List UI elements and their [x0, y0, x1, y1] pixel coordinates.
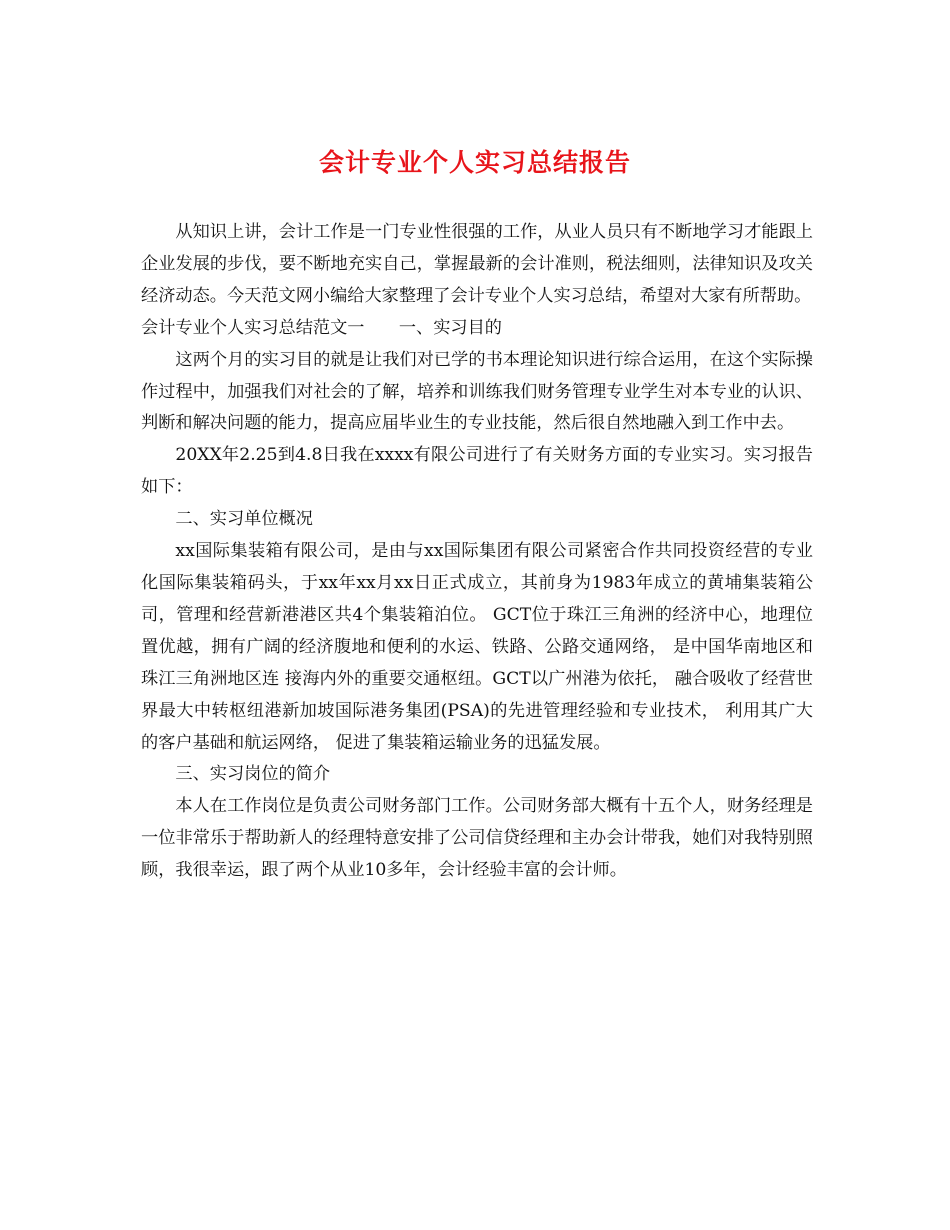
document-body — [141, 217, 813, 887]
section-heading-position: 三、实习岗位的简介 — [175, 764, 331, 785]
position-paragraph: 本人在工作岗位是负责公司财务部门工作。公司财务部大概有十五个人，财务经理是一位非常乐于帮助新人的经理特意安排了公司信贷经理和主办会计带我，她们对我特别照顾，我很幸运，跟了两个从业10多年，会计经验丰富的会计师。 — [141, 796, 813, 881]
document-title: 会计专业个人实习总结报告 — [318, 148, 631, 177]
intro-paragraph: 从知识上讲，会计工作是一门专业性很强的工作，从业人员只有不断地学习才能跟上企业发展的步伐，要不断地充实自己，掌握最新的会计准则，税法细则，法律知识及攻关经济动态。今天范文网小编给大家整理了会计专业个人实习总结，希望对大家有所帮助。 — [141, 222, 813, 306]
section-heading-sample-one: 会计专业个人实习总结范文一 一、实习目的 — [141, 317, 502, 338]
section-heading-company: 二、实习单位概况 — [175, 509, 313, 530]
company-paragraph: xx国际集装箱有限公司，是由与xx国际集团有限公司紧密合作共同投资经营的专业化国际集装箱码头，于xx年xx月xx日正式成立，其前身为1983年成立的黄埔集装箱公司，管理和经营新港港区共4个集装箱泊位。 GCT位于珠江三角洲的经济中心，地理位置优越，拥有广阔的经济腹地和便利的水运、铁路、公路交通网络， 是中国华南地区和珠江三角洲地区连 接海内外的重要交通枢纽。GCT以广州港为依托， 融合吸收了经营世界最大中转枢纽港新加坡国际港务集团(PSA)的先进管理经验和专业技术， 利用其广大的客户基础和航运网络， 促进了集装箱运输业务的迅猛发展。 — [141, 541, 813, 753]
period-paragraph: 20XX年2.25到4.8日我在xxxx有限公司进行了有关财务方面的专业实习。实习报告如下： — [141, 445, 813, 498]
purpose-paragraph: 这两个月的实习目的就是让我们对已学的书本理论知识进行综合运用，在这个实际操作过程中，加强我们对社会的了解，培养和训练我们财务管理专业学生对本专业的认识、判断和解决问题的能力，提高应届毕业生的专业技能，然后很自然地融入到工作中去。 — [141, 349, 813, 434]
